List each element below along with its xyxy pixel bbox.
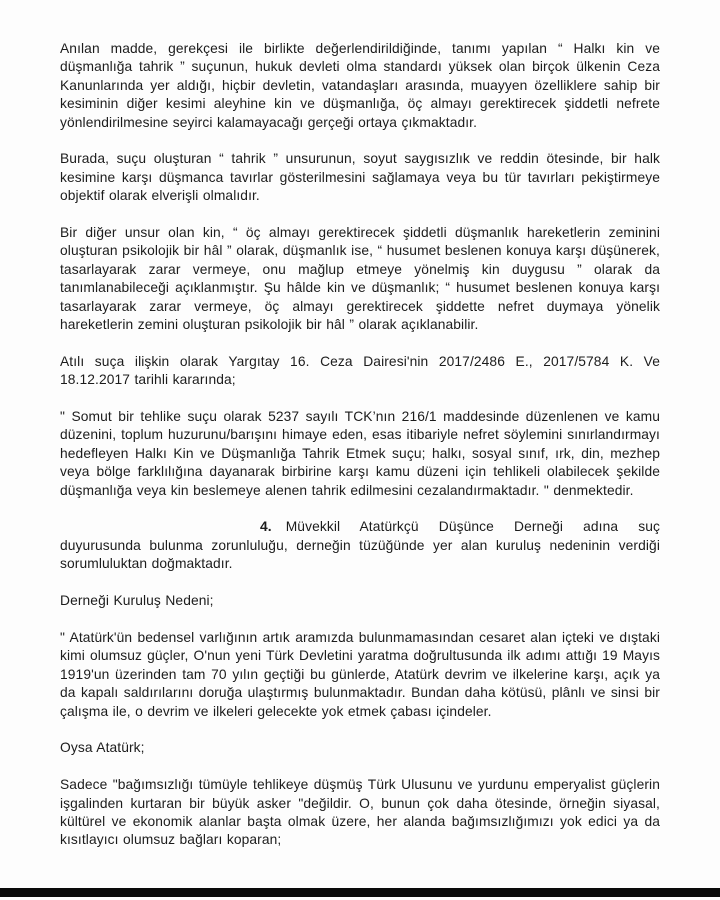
paragraph-evaluation-of-article: Anılan madde, gerekçesi ile birlikte değerlendirildiğinde, tanımı yapılan “ Halkı kin ve düşmanlığa tahrik ” suçunun, hukuk devleti olma standardı yüksek olan birçok ülkenin Ceza Kanunlarında yer aldığı, hiçbir devletin, vatandaşları arasında, muayyen özelliklere sahip bir kesiminin diğer kesimi aleyhine kin ve düşmanlığa, öç almayı gerektirecek şiddetli nefrete yönlendirilmesine seyirci kalamayacağı gerçeği ortaya çıkmaktadır. xyxy=(60,41,660,130)
item-text: Müvekkil Atatürkçü Düşünce Derneği adına suç duyurusunda bulunma zorunluluğu, derneğin tüzüğünde yer alan kuruluş nedeninin verdiği sorumluluktan doğmaktadır. xyxy=(60,519,660,572)
document-body xyxy=(60,40,660,868)
item-number: 4. xyxy=(260,519,272,535)
paragraph-sadece-quote: Sadece "bağımsızlığı tümüyle tehlikeye düşmüş Türk Ulusunu ve yurdunu emperyalist güçlerin işgalinden kurtaran bir büyük asker "değildir. O, bunun çok daha ötesinde, örneğin siyasal, kültürel ve ekonomik alanlar başta olmak üzere, her alanda bağımsızlığımızı yok edici ya da kısıtlayıcı olumsuz bağları koparan; xyxy=(60,777,660,848)
paragraph-oysa-ataturk: Oysa Atatürk; xyxy=(60,740,145,756)
paragraph-tahrik-element: Burada, suçu oluşturan “ tahrik ” unsurunun, soyut saygısızlık ve reddin ötesinde, bir halk kesimine karşı düşmanca tavırlar gösterilmesini sağlamaya veya bu tür tavırları pekiştirmeye objektif olarak elverişli olmalıdır. xyxy=(60,151,660,204)
paragraph-yargitay-reference: Atılı suça ilişkin olarak Yargıtay 16. Ceza Dairesi'nin 2017/2486 E., 2017/5784 K. Ve 18.12.2017 tarihli kararında; xyxy=(60,353,660,388)
paragraph-item-4 xyxy=(60,518,660,573)
paragraph-dernek-kurulus-heading: Derneği Kuruluş Nedeni; xyxy=(60,593,214,609)
paragraph-kin-definition: Bir diğer unsur olan kin, “ öç almayı gerektirecek şiddetli düşmanlık hareketlerin zeminini oluşturan psikolojik bir hâl ” olarak, düşmanlık ise, “ husumet beslenen konuya karşı düşünerek, tasarlayarak zarar vermeye, onu mağlup etmeye yönelmiş kin duygusu ” olarak da tanımlanabileceği açıklanmıştır. Şu hâlde kin ve düşmanlık; “ husumet beslenen konuya karşı tasarlayarak zarar vermeye, öç almayı gerektirecek şiddette nefret duymaya yönelik hareketlerin zemini oluşturan psikolojik bir hâl ” olarak açıklanabilir. xyxy=(60,225,660,333)
paragraph-dernek-kurulus-quote: " Atatürk'ün bedensel varlığının artık aramızda bulunmamasından cesaret alan içteki ve dıştaki kimi olumsuz güçler, O'nun yeni Türk Devletini yaratma doğrultusunda ilk adımı attığı 19 Mayıs 1919'un üzerinden tam 70 yılın geçtiği bu günlerde, Atatürk devrim ve ilkelerine karşı, açık ya da kapalı saldırılarını doruğa ulaştırmış bulunmaktadır. Bundan daha kötüsü, plânlı ve sinsi bir çalışma ile, o devrim ve ilkeleri gelecekte yok etmek çabası içindeler. xyxy=(60,629,660,719)
paragraph-yargitay-quote: " Somut bir tehlike suçu olarak 5237 sayılı TCK’nın 216/1 maddesinde düzenlenen ve kamu düzenini, toplum huzurunu/barışını himaye eden, esas itibariyle nefret söylemini sınırlandırmayı hedefleyen Halkı Kin ve Düşmanlığa Tahrik Etmek suçu; halkı, sosyal sınıf, ırk, din, mezhep veya bölge farklılığına dayanarak birbirine karşı kamu düzeni için tehlikeli olabilecek şekilde düşmanlığa veya kin beslemeye alenen tahrik edilmesini cezalandırmaktadır. " denmektedir. xyxy=(60,409,660,498)
scan-artifact-bottom-bar xyxy=(0,888,720,897)
